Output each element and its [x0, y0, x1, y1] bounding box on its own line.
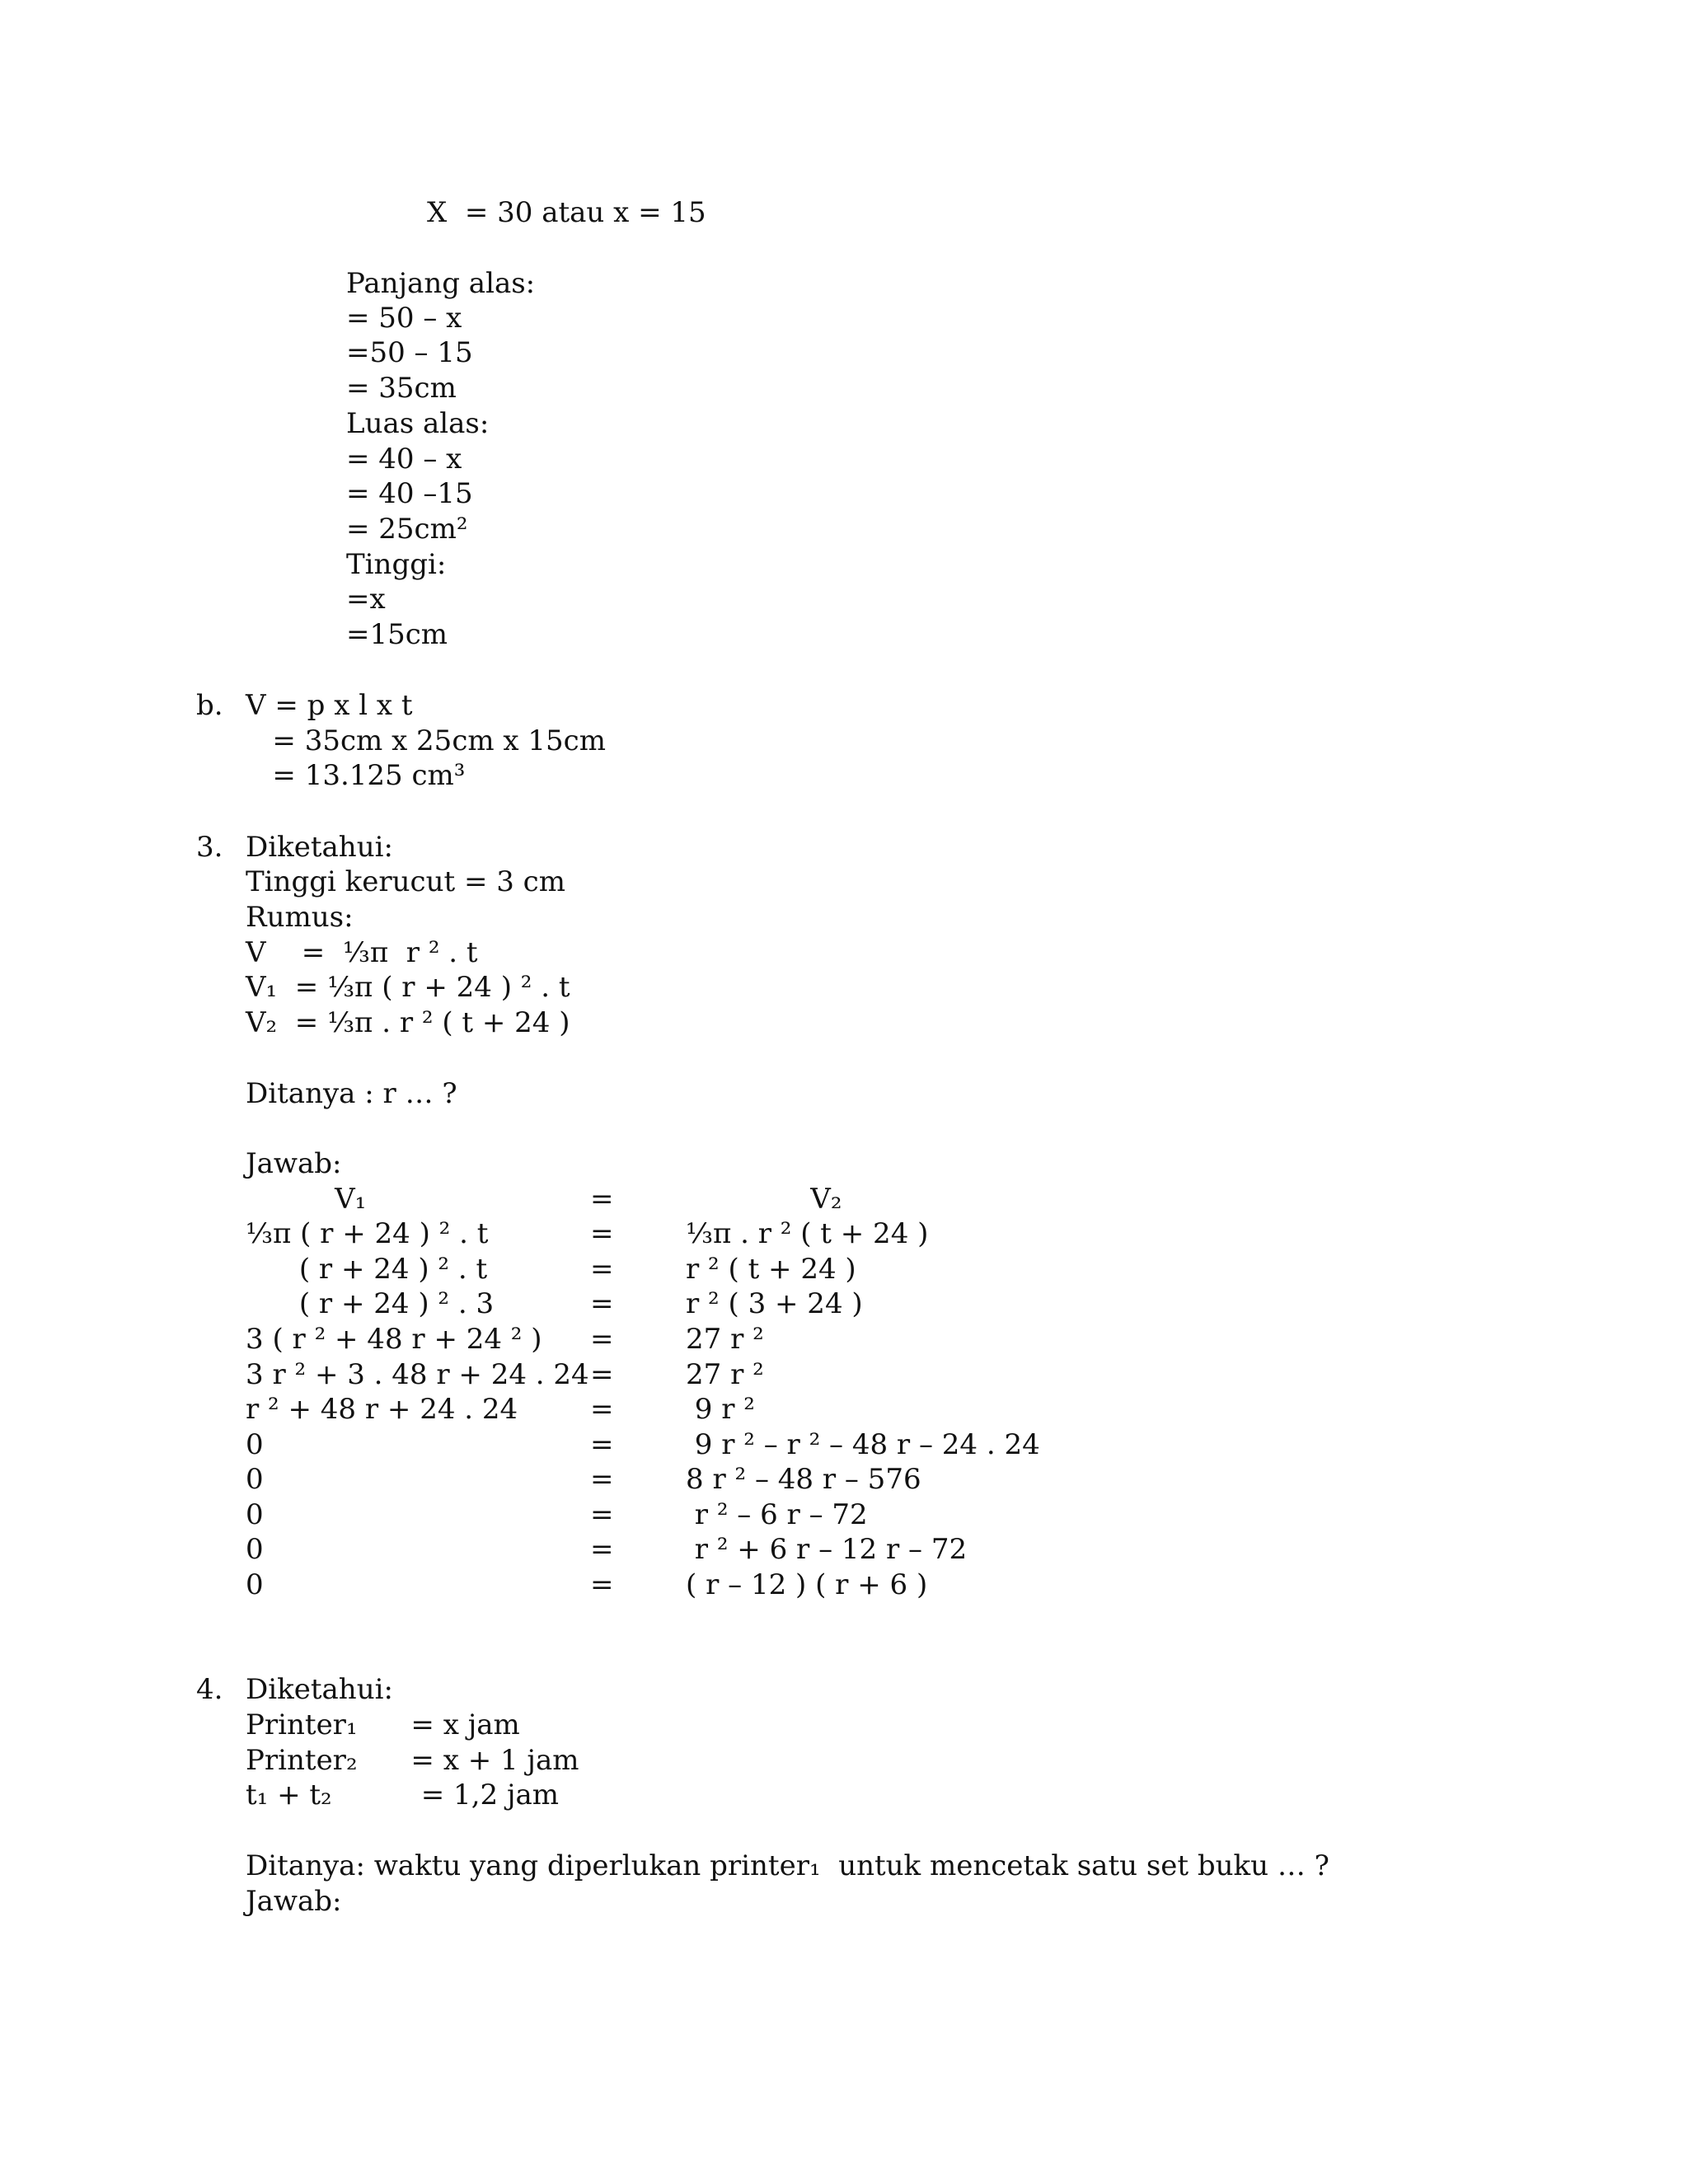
- tinggi-label: Tinggi:: [346, 548, 447, 581]
- q3-row-rhs: r ² + 6 r – 12 r – 72: [686, 1533, 968, 1566]
- q3-row-equals: =: [590, 1498, 614, 1531]
- q3-row-rhs: ( r – 12 ) ( r + 6 ): [686, 1568, 928, 1601]
- q3-row-lhs: ⅓π ( r + 24 ) ² . t: [246, 1217, 489, 1250]
- q3-formula-v: V = ⅓π r ² . t: [246, 936, 478, 969]
- volume-formula: V = p x l x t: [246, 689, 413, 722]
- q3-row-rhs: V₂: [686, 1183, 842, 1216]
- q3-row-rhs: r ² – 6 r – 72: [686, 1498, 868, 1531]
- volume-result: = 13.125 cm³: [246, 759, 466, 792]
- q4-diketahui-label: Diketahui:: [246, 1673, 393, 1706]
- q3-row-rhs: r ² ( 3 + 24 ): [686, 1287, 863, 1320]
- q3-row-equals: =: [590, 1183, 614, 1216]
- q3-formula-v1: V₁ = ⅓π ( r + 24 ) ² . t: [246, 971, 570, 1004]
- q4-printer2: Printer₂ = x + 1 jam: [246, 1744, 579, 1777]
- x-result-line: X = 30 atau x = 15: [427, 196, 706, 229]
- q3-row-lhs: V₁: [246, 1183, 367, 1216]
- luas-step-1: = 40 – x: [346, 443, 462, 476]
- q3-row-lhs: 0: [246, 1498, 264, 1531]
- q4-printer1: Printer₁ = x jam: [246, 1708, 520, 1741]
- q3-row-rhs: ⅓π . r ² ( t + 24 ): [686, 1217, 929, 1250]
- q3-row-equals: =: [590, 1323, 614, 1356]
- tinggi-result: =15cm: [346, 618, 448, 651]
- q3-row-equals: =: [590, 1217, 614, 1250]
- luas-result: = 25cm²: [346, 513, 468, 546]
- q3-row-lhs: 0: [246, 1428, 264, 1461]
- part-b-marker: b.: [196, 689, 223, 722]
- q3-row-lhs: ( r + 24 ) ² . t: [246, 1253, 488, 1286]
- q3-row-lhs: 0: [246, 1533, 264, 1566]
- q3-row-lhs: 3 r ² + 3 . 48 r + 24 . 24: [246, 1358, 589, 1391]
- q3-row-lhs: ( r + 24 ) ² . 3: [246, 1287, 495, 1320]
- q4-jawab-label: Jawab:: [246, 1885, 342, 1918]
- q3-row-rhs: 8 r ² – 48 r – 576: [686, 1463, 921, 1496]
- q3-row-equals: =: [590, 1253, 614, 1286]
- q3-row-equals: =: [590, 1393, 614, 1426]
- luas-alas-label: Luas alas:: [346, 407, 490, 440]
- q3-row-rhs: 27 r ²: [686, 1323, 764, 1356]
- q3-diketahui-label: Diketahui:: [246, 831, 393, 864]
- q3-row-equals: =: [590, 1287, 614, 1320]
- panjang-alas-label: Panjang alas:: [346, 267, 536, 300]
- panjang-result: = 35cm: [346, 372, 457, 405]
- q3-row-lhs: r ² + 48 r + 24 . 24: [246, 1393, 518, 1426]
- q3-row-rhs: 9 r ²: [686, 1393, 755, 1426]
- q3-row-rhs: r ² ( t + 24 ): [686, 1253, 856, 1286]
- q3-row-equals: =: [590, 1568, 614, 1601]
- q3-row-equals: =: [590, 1358, 614, 1391]
- luas-step-2: = 40 –15: [346, 477, 473, 510]
- tinggi-step-1: =x: [346, 583, 386, 616]
- q3-formula-v2: V₂ = ⅓π . r ² ( t + 24 ): [246, 1006, 570, 1039]
- question-3-marker: 3.: [196, 831, 223, 864]
- q3-jawab-label: Jawab:: [246, 1147, 342, 1180]
- q3-row-lhs: 3 ( r ² + 48 r + 24 ² ): [246, 1323, 542, 1356]
- q3-row-lhs: 0: [246, 1568, 264, 1601]
- panjang-step-2: =50 – 15: [346, 336, 473, 369]
- question-4-marker: 4.: [196, 1673, 223, 1706]
- panjang-step-1: = 50 – x: [346, 302, 462, 335]
- q3-row-equals: =: [590, 1428, 614, 1461]
- q3-row-rhs: 9 r ² – r ² – 48 r – 24 . 24: [686, 1428, 1040, 1461]
- q3-row-equals: =: [590, 1533, 614, 1566]
- q4-total-time: t₁ + t₂ = 1,2 jam: [246, 1779, 559, 1811]
- q3-tinggi-kerucut: Tinggi kerucut = 3 cm: [246, 865, 565, 898]
- q3-row-lhs: 0: [246, 1463, 264, 1496]
- volume-substitution: = 35cm x 25cm x 15cm: [246, 724, 606, 757]
- q3-row-rhs: 27 r ²: [686, 1358, 764, 1391]
- q4-ditanya: Ditanya: waktu yang diperlukan printer₁ untuk mencetak satu set buku … ?: [246, 1849, 1329, 1882]
- q3-row-equals: =: [590, 1463, 614, 1496]
- q3-rumus-label: Rumus:: [246, 901, 354, 934]
- q3-ditanya: Ditanya : r … ?: [246, 1077, 457, 1110]
